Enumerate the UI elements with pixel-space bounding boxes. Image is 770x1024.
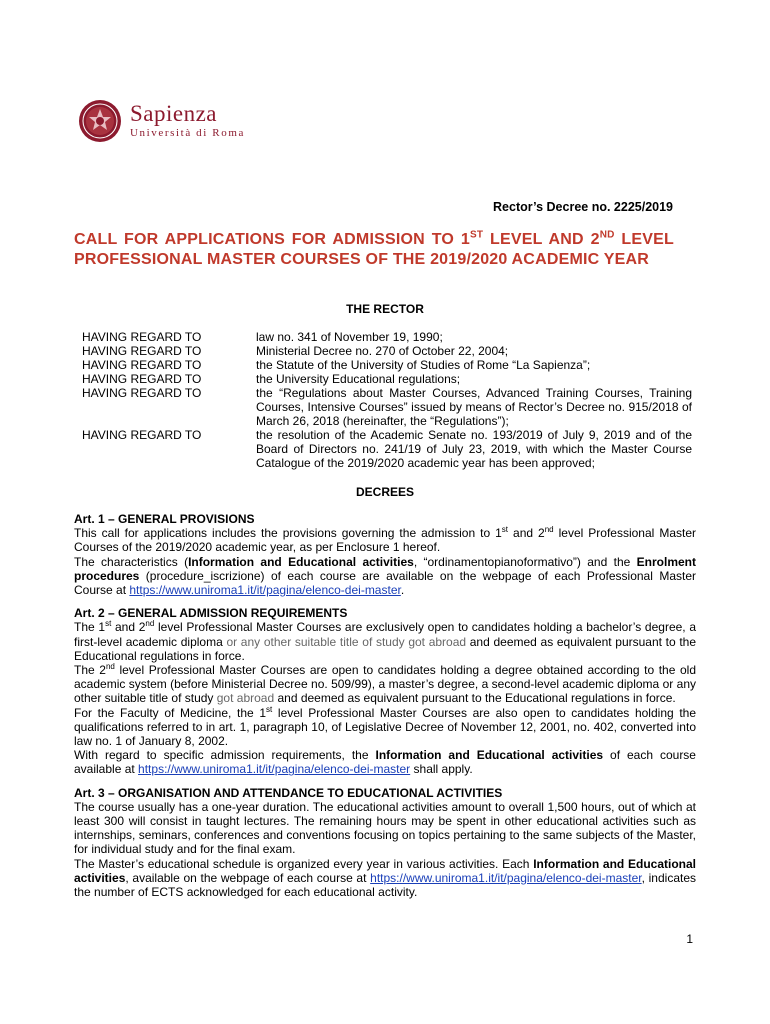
regard-row: HAVING REGARD TO the resolution of the Academic Senate no. 193/2019 of July 9, 2019 and of the Board of Directors no. 241/19 of July 23, 2019, with which the Master Course Catalogue of the 2019/2020 academic year has been approved;	[82, 428, 692, 470]
paragraph: The Master’s educational schedule is organized every year in various activities. Each Information and Educational activities, available on the webpage of each course at https://www.uniroma1.it/it/pagina/elenco-dei-master, indicates the number of ECTS acknowledged for each educational activity.	[74, 856, 697, 900]
master-list-link[interactable]: https://www.uniroma1.it/it/pagina/elenco-dei-master	[138, 762, 411, 777]
regard-row: HAVING REGARD TO the University Educational regulations;	[82, 372, 461, 386]
decree-number: Rector’s Decree no. 2225/2019	[493, 200, 673, 214]
having-regard-list	[82, 330, 692, 470]
decrees-heading: DECREES	[355, 485, 414, 499]
article-heading: Art. 2 – GENERAL ADMISSION REQUIREMENTS	[74, 606, 348, 621]
document-body	[74, 512, 696, 908]
article-2	[74, 606, 696, 776]
regard-row: HAVING REGARD TO law no. 341 of November 19, 1990;	[82, 330, 443, 344]
article-3	[74, 786, 696, 900]
sapienza-logo	[78, 96, 258, 146]
regard-row: HAVING REGARD TO Ministerial Decree no. 270 of October 22, 2004;	[82, 344, 509, 358]
paragraph: The 1st and 2nd level Professional Master Courses are exclusively open to candidates holding a bachelor’s degree, a first-level academic diploma or any other suitable title of study got abroad and deemed as equivalent pursuant to the Educational regulations in force.	[74, 619, 697, 663]
document-title: CALL FOR APPLICATIONS FOR ADMISSION TO 1ST LEVEL AND 2ND LEVEL PROFESSIONAL MASTER COURSES OF THE 2019/2020 ACADEMIC YEAR	[74, 229, 674, 268]
master-list-link[interactable]: https://www.uniroma1.it/it/pagina/elenco-dei-master	[129, 583, 401, 598]
paragraph: This call for applications includes the provisions governing the admission to 1st and 2nd level Professional Master Courses of the 2019/2020 academic year, as per Enclosure 1 hereof.	[74, 525, 696, 555]
logo-subtitle: Università di Roma	[130, 127, 245, 139]
rector-heading: THE RECTOR	[346, 302, 424, 316]
paragraph: For the Faculty of Medicine, the 1st level Professional Master Courses are also open to candidates holding the qualifications referred to in art. 1, paragraph 10, of Legislative Decree of November 12, 2001, no. 402, converted into law no. 1 of January 8, 2002.	[74, 704, 697, 749]
page-number: 1	[686, 932, 693, 946]
paragraph: The characteristics (Information and Educational activities, “ordinamentopianoformativo”) and the Enrolment procedures (procedure_iscrizione) of each course are available on the webpage of each Professional Master Course at https://www.uniroma1.it/it/pagina/elenco-dei-master.	[74, 554, 696, 598]
article-heading: Art. 1 – GENERAL PROVISIONS	[74, 512, 255, 526]
regard-row: HAVING REGARD TO the “Regulations about Master Courses, Advanced Training Courses, Training Courses, Intensive Courses” issued by means of Rector’s Decree no. 915/2018 of March 26, 2018 (hereinafter, the “Regulations”);	[82, 386, 692, 428]
article-heading: Art. 3 – ORGANISATION AND ATTENDANCE TO EDUCATIONAL ACTIVITIES	[74, 785, 503, 800]
paragraph: The 2nd level Professional Master Courses are open to candidates holding a degree obtained according to the old academic system (before Ministerial Decree no. 509/99), a master’s degree, a second-level academic diploma or any other suitable title of study got abroad and deemed as equivalent pursuant to the Educational regulations in force.	[74, 662, 697, 706]
regard-row: HAVING REGARD TO the Statute of the University of Studies of Rome “La Sapienza”;	[82, 358, 591, 372]
sapienza-seal-icon	[78, 99, 122, 143]
article-1	[74, 512, 696, 597]
paragraph: The course usually has a one-year duration. The educational activities amount to overall 1,500 hours, out of which at least 300 will consist in taught lectures. The remaining hours may be spent in other educational activities such as internships, seminars, conferences and conventions focusing on topics pertaining to the same subjects of the Master, for individual study and for the final exam.	[74, 799, 696, 857]
master-list-link[interactable]: https://www.uniroma1.it/it/pagina/elenco-dei-master	[370, 870, 642, 885]
logo-name: Sapienza	[130, 101, 218, 126]
paragraph: With regard to specific admission requirements, the Information and Educational activities of each course available at https://www.uniroma1.it/it/pagina/elenco-dei-master shall apply.	[74, 748, 696, 777]
